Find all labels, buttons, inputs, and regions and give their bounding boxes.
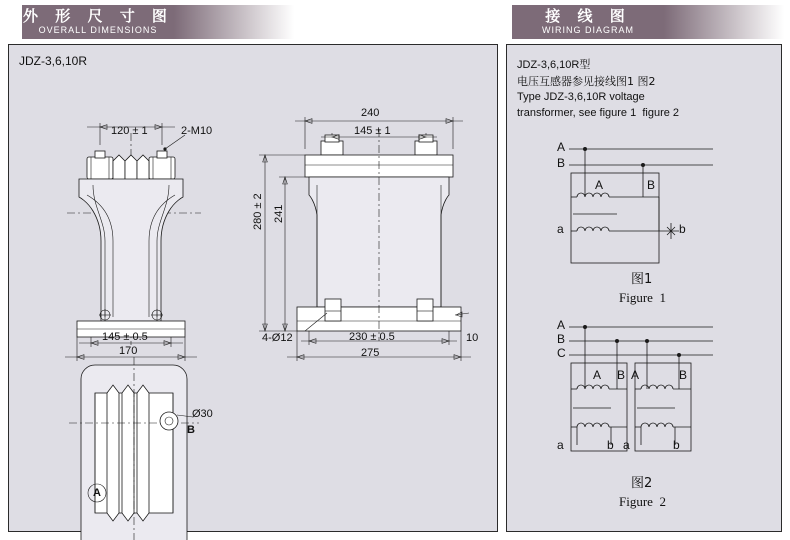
fig2-terminal-c: C <box>557 346 566 360</box>
dim-front-bolt: 2-M10 <box>181 125 213 137</box>
note-line-3: Type JDZ-3,6,10R voltage <box>517 91 645 103</box>
banner-gradient-left <box>174 5 294 39</box>
banner-gradient-right <box>664 5 784 39</box>
dim-side-hole: 4-Ø12 <box>262 332 293 344</box>
fig2-secondary-b2: b <box>673 438 680 452</box>
fig2-primary-b2: B <box>679 368 688 382</box>
fig1-primary-b: B <box>647 178 656 192</box>
fig2-caption-en: Figure 2 <box>619 494 666 509</box>
fig2-terminal-b: B <box>557 332 566 346</box>
note-line-2: 电压互感器参见接线图1 图2 <box>517 75 656 88</box>
fig2-primary-a2: A <box>631 368 640 382</box>
banner-title-cn: 外 形 尺 寸 图 <box>23 7 173 25</box>
top-view-label-a: A <box>93 487 101 499</box>
fig1-primary-a: A <box>595 178 604 192</box>
fig2-caption-cn: 图2 <box>631 476 653 491</box>
dim-top-hole: Ø30 <box>192 408 213 420</box>
header-banner-wiring-diagram <box>512 5 664 39</box>
dim-front-overall-width: 170 <box>119 345 138 357</box>
wiring-drawings <box>507 45 783 533</box>
wiring-diagram-panel <box>506 44 782 532</box>
dim-side-height2: 241 <box>273 204 285 223</box>
fig1-caption-en: Figure 1 <box>619 290 666 305</box>
fig1-terminal-b: B <box>557 156 566 170</box>
fig1-caption-cn: 图1 <box>631 272 653 287</box>
note-line-1: JDZ-3,6,10R型 <box>517 59 591 71</box>
dim-front-base-width: 145 ± 0.5 <box>102 331 148 343</box>
dim-front-top-width: 120 ± 1 <box>111 125 148 137</box>
fig2-terminal-a: A <box>557 318 566 332</box>
dim-side-edge: 10 <box>466 332 479 344</box>
dim-side-top-inner: 145 ± 1 <box>354 125 391 137</box>
fig2-secondary-a2: a <box>623 438 630 452</box>
left-drawings <box>9 45 499 533</box>
banner-title-en: OVERALL DIMENSIONS <box>38 25 158 35</box>
overall-dimensions-panel <box>8 44 498 532</box>
fig2-primary-a1: A <box>593 368 602 382</box>
dim-side-base-outer: 275 <box>361 347 380 359</box>
dim-side-top-outer: 240 <box>361 107 380 119</box>
header-banner-overall-dimensions <box>22 5 174 39</box>
top-view-label-b: B <box>187 424 195 436</box>
fig2-secondary-a1: a <box>557 438 564 452</box>
banner-title-en: WIRING DIAGRAM <box>542 25 634 35</box>
note-line-4: transformer, see figure 1 figure 2 <box>517 107 680 119</box>
model-label: JDZ-3,6,10R <box>19 54 88 68</box>
dim-side-base-inner: 230 ± 0.5 <box>349 331 395 343</box>
fig1-terminal-a: A <box>557 140 566 154</box>
fig1-secondary-b: b <box>679 222 686 236</box>
fig2-primary-b1: B <box>617 368 626 382</box>
fig2-secondary-b1: b <box>607 438 614 452</box>
banner-title-cn: 接 线 图 <box>545 7 631 25</box>
fig1-secondary-a: a <box>557 222 564 236</box>
dim-side-height: 280 ± 2 <box>252 193 264 230</box>
